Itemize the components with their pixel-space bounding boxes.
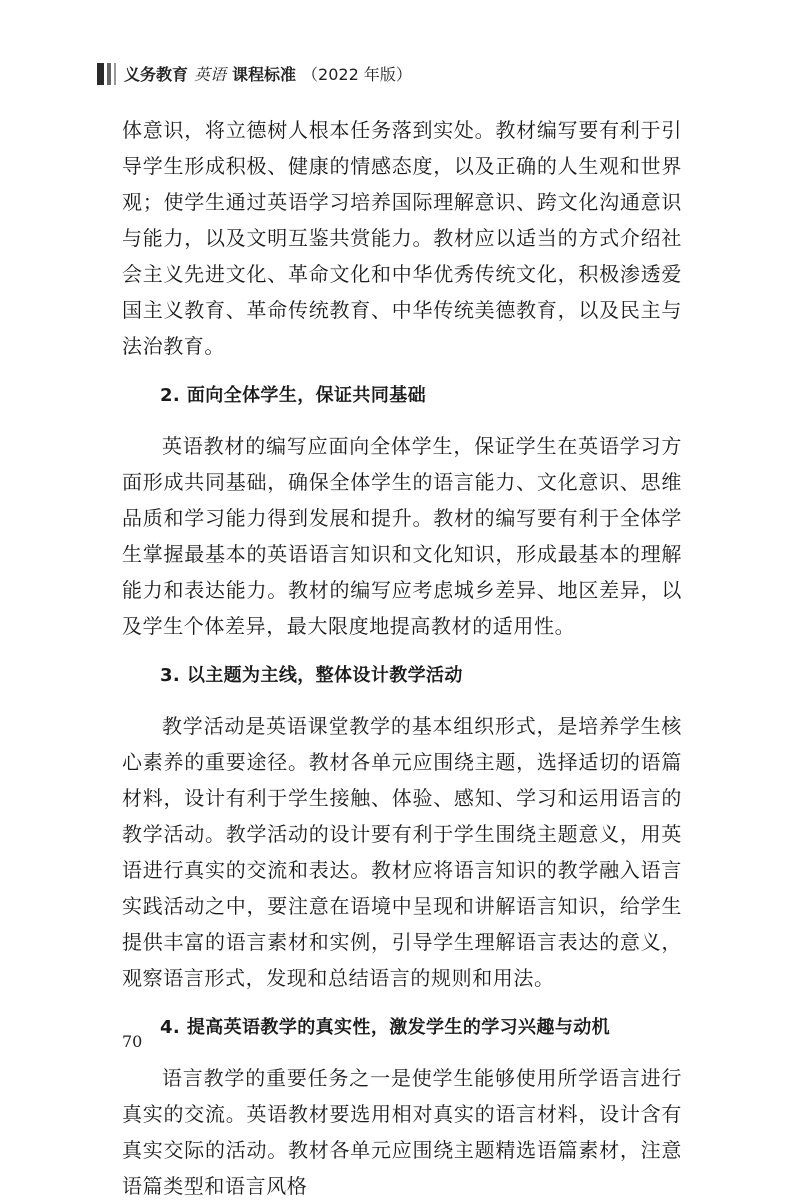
section-heading-3: 3. 以主题为主线，整体设计教学活动 xyxy=(160,665,463,686)
page-number: 70 xyxy=(122,1032,143,1051)
running-header xyxy=(97,62,412,85)
paragraph-section-2: 英语教材的编写应面向全体学生，保证学生在英语学习方面形成共同基础，确保全体学生的语言能力、文化意识、思维品质和学习能力得到发展和提升。教材的编写要有利于全体学生掌握最基本的英语语言知识和文化知识，形成最基本的理解能力和表达能力。教材的编写应考虑城乡差异、地区差异，以及学生个体差异，最大限度地提高教材的适用性。 xyxy=(122,434,682,638)
paragraph-section-4: 语言教学的重要任务之一是使学生能够使用所学语言进行真实的交流。英语教材要选用相对真实的语言材料，设计含有真实交际的活动。教材各单元应围绕主题精选语篇素材，注意语篇类型和语言风格 xyxy=(122,1066,682,1198)
header-subject: 英语 xyxy=(194,65,227,84)
section-heading-4: 4. 提高英语教学的真实性，激发学生的学习兴趣与动机 xyxy=(160,1017,611,1038)
header-edition: （2022 年版） xyxy=(302,65,412,84)
header-bars-icon xyxy=(97,63,116,85)
paragraph-section-3: 教学活动是英语课堂教学的基本组织形式，是培养学生核心素养的重要途径。教材各单元应围绕主题，选择适切的语篇材料，设计有利于学生接触、体验、感知、学习和运用语言的教学活动。教学活动的设计要有利于学生围绕主题意义，用英语进行真实的交流和表达。教材应将语言知识的教学融入语言实践活动之中，要注意在语境中呈现和讲解语言知识，给学生提供丰富的语言素材和实例，引导学生理解语言表达的意义，观察语言形式，发现和总结语言的规则和用法。 xyxy=(122,714,682,990)
header-title-prefix: 义务教育 xyxy=(124,65,189,84)
section-heading-2: 2. 面向全体学生，保证共同基础 xyxy=(160,385,427,406)
header-title-suffix: 课程标准 xyxy=(232,65,297,84)
paragraph-continued: 体意识，将立德树人根本任务落到实处。教材编写要有利于引导学生形成积极、健康的情感态度，以及正确的人生观和世界观；使学生通过英语学习培养国际理解意识、跨文化沟通意识与能力，以及文明互鉴共赏能力。教材应以适当的方式介绍社会主义先进文化、革命文化和中华优秀传统文化，积极渗透爱国主义教育、革命传统教育、中华传统美德教育，以及民主与法治教育。 xyxy=(122,118,682,358)
page-body xyxy=(122,112,682,1204)
